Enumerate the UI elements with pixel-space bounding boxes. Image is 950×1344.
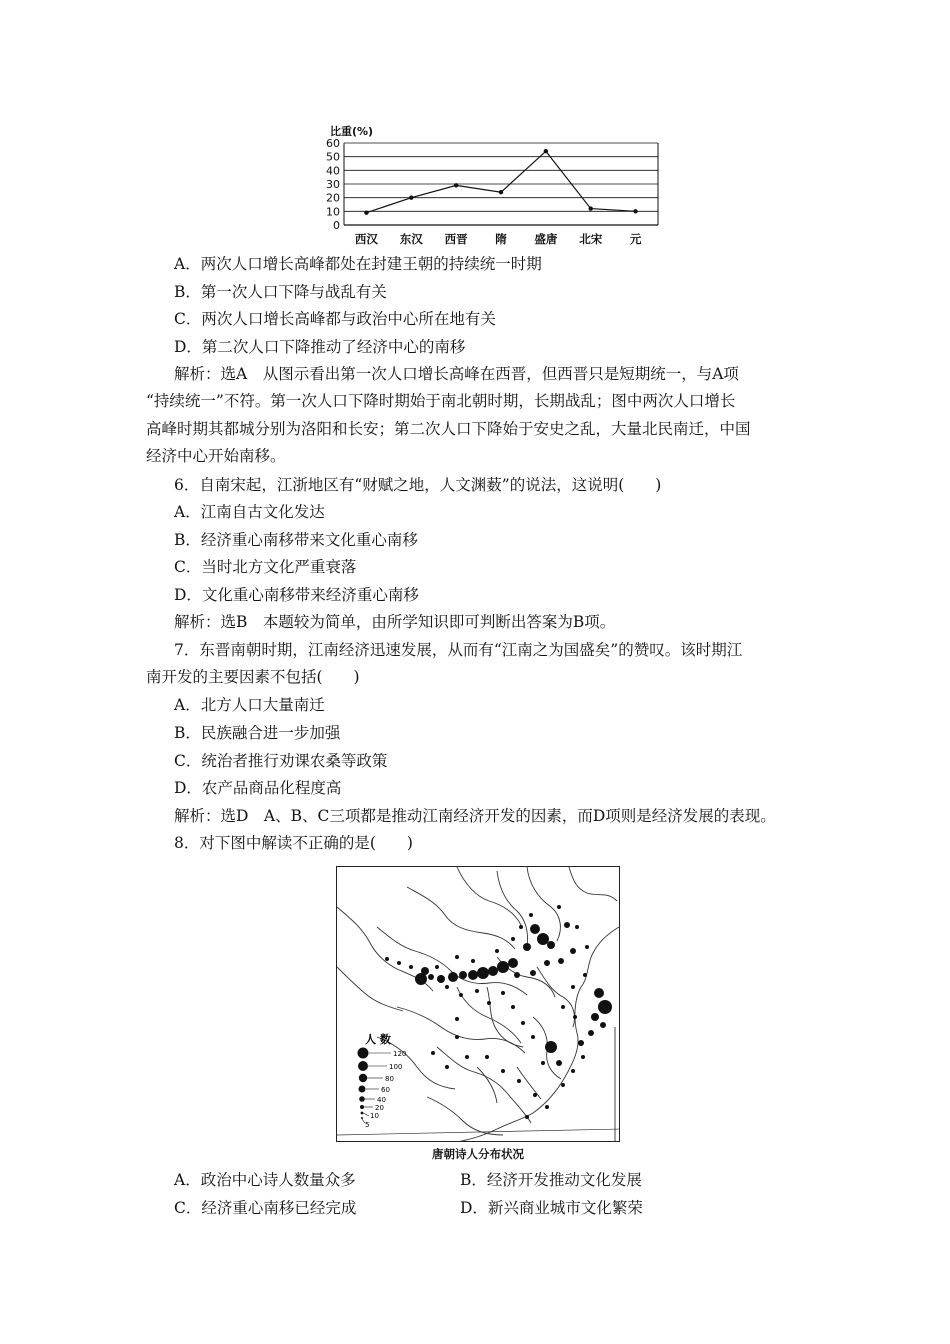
legend-value: 5 — [365, 1121, 370, 1129]
chart-data-point — [499, 190, 503, 194]
chart-data-point — [409, 195, 413, 199]
q5-option-b: B．第一次人口下降与战乱有关 — [174, 283, 387, 301]
chart-x-tick-label: 隋 — [495, 232, 507, 246]
q5-analysis-line: 高峰时期其都城分别为洛阳和长安；第二次人口下降始于安史之乱，大量北民南迁，中国 — [146, 420, 751, 438]
chart-data-point — [633, 209, 637, 213]
chart-y-tick-label: 30 — [326, 178, 340, 191]
chart-data-point — [364, 211, 368, 215]
q7-analysis: 解析：选D A、B、C三项都是推动江南经济开发的因素，而D项则是经济发展的表现。 — [174, 807, 776, 825]
chart-series-line — [366, 151, 635, 213]
chart-y-axis-label: 比重(%) — [330, 125, 374, 138]
q7-question-line: 南开发的主要因素不包括( ) — [146, 668, 360, 686]
q5-analysis-line: “持续统一”不符。第一次人口下降时期始于南北朝时期，长期战乱；图中两次人口增长 — [146, 392, 736, 410]
chart-x-tick-label: 西晋 — [444, 232, 468, 246]
population-share-line-chart — [308, 122, 668, 246]
q5-option-d: D．第二次人口下降推动了经济中心的南移 — [174, 338, 466, 356]
chart-x-tick-label: 西汉 — [354, 232, 378, 246]
q8-option-a: A．政治中心诗人数量众多 — [174, 1171, 356, 1189]
tang-poets-distribution-map — [336, 866, 620, 1142]
q5-analysis-line: 解析：选A 从图示看出第一次人口增长高峰在西晋，但西晋只是短期统一，与A项 — [174, 365, 739, 383]
q6-analysis: 解析：选B 本题较为简单，由所学知识即可判断出答案为B项。 — [174, 613, 616, 631]
chart-y-tick-label: 60 — [326, 137, 340, 150]
q6-option-c: C．当时北方文化严重衰落 — [174, 558, 357, 576]
q8-option-d: D．新兴商业城市文化繁荣 — [460, 1199, 643, 1217]
q6-option-a: A．江南自古文化发达 — [174, 503, 325, 521]
chart-y-tick-label: 0 — [333, 219, 340, 232]
q8-option-c: C．经济重心南移已经完成 — [174, 1199, 357, 1217]
legend-value: 20 — [375, 1104, 384, 1112]
map-legend — [358, 1048, 407, 1130]
chart-data-point — [589, 206, 593, 210]
chart-x-tick-label: 北宋 — [579, 232, 603, 246]
q5-option-a: A．两次人口增长高峰都处在封建王朝的持续统一时期 — [174, 255, 542, 273]
chart-x-tick-label: 元 — [629, 232, 642, 246]
map-legend-title: 人 数 — [365, 1033, 391, 1046]
chart-data-point — [454, 183, 458, 187]
legend-value: 60 — [381, 1086, 390, 1094]
q6-question: 6．自南宋起，江浙地区有“财赋之地，人文渊薮”的说法，这说明( ) — [174, 476, 662, 494]
q8-option-b: B．经济开发推动文化发展 — [460, 1171, 642, 1189]
q5-analysis-line: 经济中心开始南移。 — [146, 447, 286, 465]
q7-question-line: 7．东晋南朝时期，江南经济迅速发展，从而有“江南之为国盛矣”的赞叹。该时期江 — [174, 641, 743, 659]
q6-option-b: B．经济重心南移带来文化重心南移 — [174, 531, 418, 549]
chart-y-tick-label: 50 — [326, 150, 340, 164]
chart-y-tick-label: 10 — [326, 205, 340, 219]
q7-option-b: B．民族融合进一步加强 — [174, 724, 341, 742]
chart-y-tick-label: 40 — [326, 164, 340, 178]
legend-value: 10 — [370, 1112, 379, 1120]
legend-value: 40 — [377, 1096, 386, 1104]
q6-option-d: D．文化重心南移带来经济重心南移 — [174, 586, 419, 604]
chart-x-tick-label: 东汉 — [399, 232, 423, 246]
legend-value: 120 — [393, 1050, 407, 1058]
q8-question: 8．对下图中解读不正确的是( ) — [174, 834, 413, 852]
legend-value: 80 — [385, 1075, 394, 1083]
q7-option-a: A．北方人口大量南迁 — [174, 696, 325, 714]
q7-option-d: D．农产品商品化程度高 — [174, 779, 342, 797]
q7-option-c: C．统治者推行劝课农桑等政策 — [174, 752, 388, 770]
q5-option-c: C．两次人口增长高峰都与政治中心所在地有关 — [174, 310, 496, 328]
map-caption: 唐朝诗人分布状况 — [432, 1147, 524, 1161]
chart-data-point — [544, 149, 548, 153]
legend-value: 100 — [389, 1063, 403, 1071]
chart-x-tick-label: 盛唐 — [534, 232, 558, 246]
chart-y-tick-label: 20 — [326, 191, 340, 205]
